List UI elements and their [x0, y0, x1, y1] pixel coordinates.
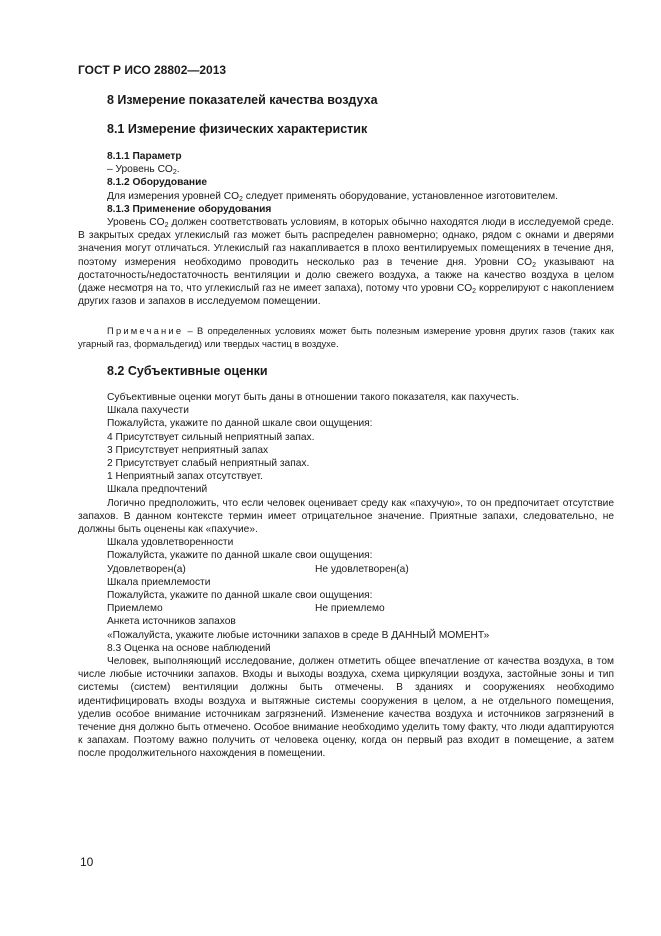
subsection-8-1-2-text: Для измерения уровней $CO_2$ следует применять оборудование, установленное изготовителем. [107, 190, 558, 203]
subsection-8-1-2-title: 8.1.2 Оборудование [107, 177, 207, 189]
subsection-8-1-3-title: 8.1.3 Применение оборудования [107, 203, 272, 215]
page-number: 10 [80, 855, 94, 869]
section-8-2-body [78, 391, 614, 761]
preference-scale-title: Шкала предпочтений [107, 484, 208, 496]
option-acceptable: Приемлемо [107, 603, 163, 615]
satisfaction-scale-title: Шкала удовлетворенности [107, 537, 234, 549]
odor-item: 1 Неприятный запах отсутствует. [107, 471, 263, 483]
section-8-1-body [78, 150, 614, 308]
preference-paragraph: Логично предположить, что если человек оценивает среду как «пахучую», то он предпочитает отсутствие запахов. В данном контексте термин имеет отрицательное значение. Приятные запахи, следовательно, не должны быть оценены как «пахучие». [78, 497, 614, 536]
subsection-8-1-1-title: 8.1.1 Параметр [107, 151, 182, 162]
odor-item: 4 Присутствует сильный неприятный запах. [107, 431, 315, 443]
section-8-heading: 8 Измерение показателей качества воздуха [107, 93, 378, 107]
option-not-acceptable: Не приемлемо [315, 603, 385, 615]
odor-scale-title: Шкала пахучести [107, 405, 189, 417]
acceptability-options [78, 602, 614, 615]
satisfaction-options [78, 563, 614, 576]
odor-scale-prompt: Пожалуйста, укажите по данной шкале свои ощущения: [107, 418, 373, 430]
subsection-8-3-paragraph: Человек, выполняющий исследование, должен отметить общее впечатление от качества воздуха, в том числе любые источники запахов. Входы и выходы воздуха, схема циркуляции воздуха, застойные зоны и тип системы (систем) вентиляции должны быть отмечены. В зданиях и сооружениях необходимо идентифицировать входы воздуха и вытяжные системы сооружения в целом, а не отдельного помещения, уделив особое внимание источникам загрязнений. Изменение качества воздуха и источников загрязнений в течение дня должно быть отмечено. Особое внимание необходимо уделить тому факту, что люди адаптируются к запахам. Поэтому важно получить от человека оценку, когда он первый раз входит в помещение, а затем после продолжительного нахождения в помещении. [78, 656, 614, 760]
odor-source-question: «Пожалуйста, укажите любые источники запахов в среде В ДАННЫЙ МОМЕНТ» [107, 629, 490, 641]
option-not-satisfied: Не удовлетворен(а) [315, 563, 409, 575]
satisfaction-scale-prompt: Пожалуйста, укажите по данной шкале свои ощущения: [107, 550, 373, 562]
standard-header: ГОСТ Р ИСО 28802—2013 [78, 63, 227, 77]
intro-text: Субъективные оценки могут быть даны в отношении такого показателя, как пахучесть. [107, 392, 520, 403]
note-block [78, 325, 614, 350]
note-text: – В определенных условиях может быть полезным измерение уровня других газов (таких как угарный газ, формальдегид) или твердых частиц в воздухе. [78, 325, 614, 349]
section-8-1-heading: 8.1 Измерение физических характеристик [107, 122, 368, 136]
acceptability-scale-prompt: Пожалуйста, укажите по данной шкале свои ощущения: [107, 590, 373, 602]
subsection-8-1-3-paragraph: Уровень $CO_2$ должен соответствовать условиям, в которых обычно находятся люди в исследуемой среде. В закрытых средах углекислый газ может быть распределен равномерно; однако, рядом с окнами и дверями значения могут отличаться. Углекислый газ накапливается в плохо вентилируемых помещениях в течение дня, поэтому измерения необходимо проводить несколько раз в течение дня. Уровни $CO_2$ указывают на достаточность/недостаточность вентиляции и долю свежего воздуха, а также на качество воздуха в целом (даже несмотря на то, что углекислый газ не имеет запаха), потому что уровни $CO_2$ коррелируют с накоплением других газов и запахов в исследуемом помещении. [78, 217, 614, 308]
subsection-8-1-1-text: – Уровень $CO_2$. [107, 164, 180, 177]
subsection-8-3-title: 8.3 Оценка на основе наблюдений [107, 642, 271, 654]
section-8-2-heading: 8.2 Субъективные оценки [107, 364, 268, 378]
odor-source-form-title: Анкета источников запахов [107, 616, 236, 628]
odor-item: 2 Присутствует слабый неприятный запах. [107, 458, 310, 470]
note-label: Примечание [107, 325, 184, 336]
option-satisfied: Удовлетворен(а) [107, 563, 186, 575]
odor-item: 3 Присутствует неприятный запах [107, 444, 269, 456]
acceptability-scale-title: Шкала приемлемости [107, 576, 211, 588]
